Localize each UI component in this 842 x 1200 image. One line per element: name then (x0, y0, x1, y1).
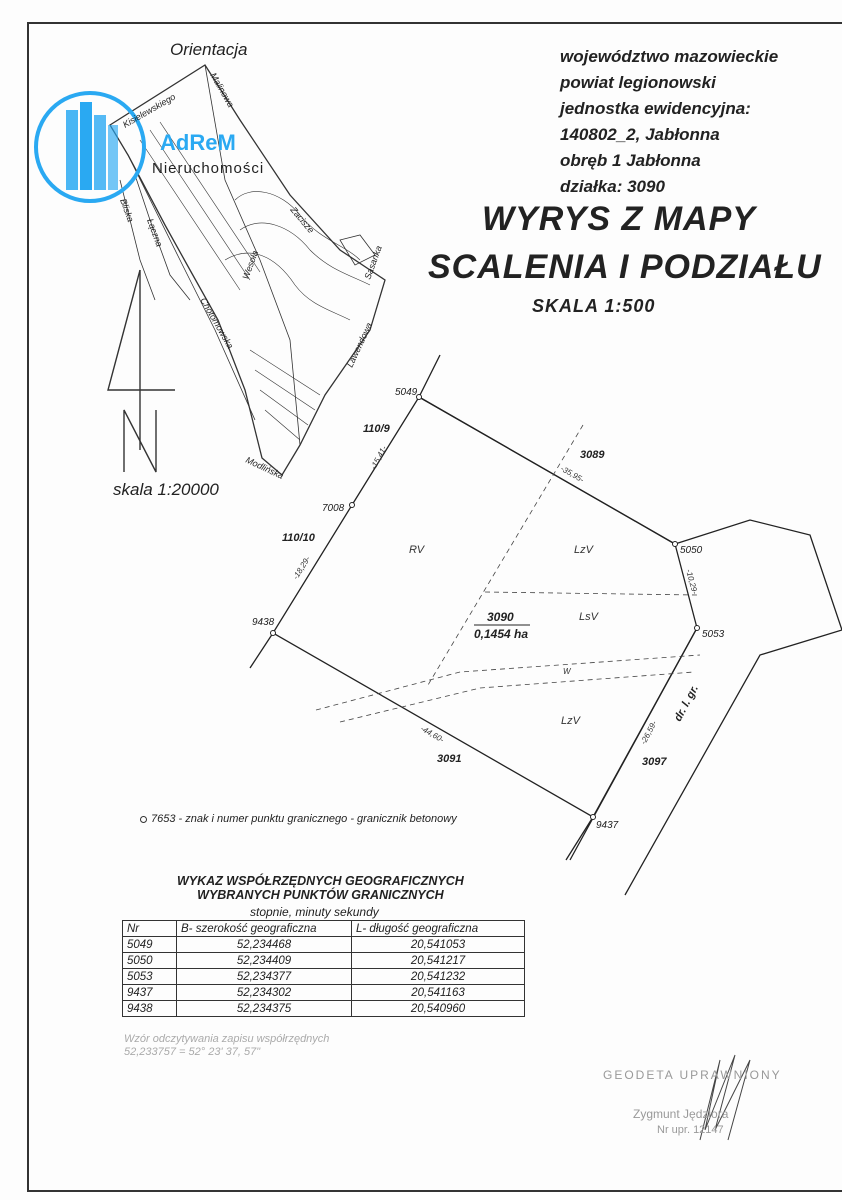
cell-longitude: 20,541053 (352, 937, 525, 953)
cell-latitude: 52,234409 (177, 953, 352, 969)
neighbour-line-west (250, 633, 273, 668)
stamp-title: GEODETA UPRAWNIONY (603, 1068, 782, 1082)
table-row (123, 953, 525, 969)
faint-note-line1: Wzór odczytywania zapisu współrzędnych (124, 1033, 330, 1045)
cell-point: 9438 (123, 1001, 177, 1017)
boundary-3089 (419, 397, 675, 544)
cell-point: 5050 (123, 953, 177, 969)
north-arrow-icon (108, 270, 175, 472)
neighbour-3097: 3097 (642, 756, 667, 768)
use-lzv-1: LzV (574, 544, 593, 556)
use-lsv: LsV (579, 611, 598, 623)
table-row (123, 1001, 525, 1017)
cell-point: 5049 (123, 937, 177, 953)
plot-area: 0,1454 ha (474, 627, 529, 641)
cell-latitude: 52,234375 (177, 1001, 352, 1017)
cell-latitude: 52,234302 (177, 985, 352, 1001)
document-header (560, 44, 778, 200)
column-header: B- szerokość geograficzna (177, 921, 352, 937)
coordinates-title-line1: WYKAZ WSPÓŁRZĘDNYCH GEOGRAFICZNYCH (177, 874, 464, 888)
distance-5049-7008: -15,41- (368, 444, 389, 471)
header-county: powiat legionowski (560, 73, 716, 92)
street-kisielewskiego: Kisielewskiego (121, 91, 178, 130)
table-row (123, 937, 525, 953)
street-laczna: Łączna (145, 217, 165, 248)
logo-subtitle: Nieruchomości (152, 160, 265, 177)
neighbour-3089: 3089 (580, 449, 605, 461)
point-label-5053: 5053 (702, 629, 725, 640)
cell-latitude: 52,234377 (177, 969, 352, 985)
point-label-5050: 5050 (680, 545, 703, 556)
watercourse-line-2 (340, 672, 694, 722)
point-label-5049: 5049 (395, 387, 418, 398)
point-label-9437: 9437 (596, 820, 619, 831)
neighbour-110-10: 110/10 (282, 532, 315, 544)
distance-5049-5050: -35,95- (559, 463, 586, 485)
street-bliska: Bliska (118, 197, 136, 224)
point-9438 (271, 631, 276, 636)
table-row (123, 969, 525, 985)
cell-longitude: 20,541232 (352, 969, 525, 985)
header-unit-label: jednostka ewidencyjna: (560, 99, 751, 118)
distance-9438-9437: -44,60- (419, 723, 446, 745)
point-5053 (695, 626, 700, 631)
road-boundary-inner (570, 628, 697, 860)
street-wesola: Wesoła (240, 249, 261, 281)
coordinates-table (122, 920, 525, 1017)
street-lawendowa: Lawendowa (344, 321, 375, 369)
neighbour-3091: 3091 (437, 753, 462, 765)
street-sasanka: Sasanka (362, 244, 384, 281)
boundary-point-icon (140, 816, 147, 823)
point-label-7008: 7008 (322, 503, 345, 514)
neighbour-line-south (566, 817, 593, 860)
cell-longitude: 20,540960 (352, 1001, 525, 1017)
cell-point: 9437 (123, 985, 177, 1001)
header-unit: 140802_2, Jabłonna (560, 125, 720, 144)
point-5049 (417, 395, 422, 400)
cell-point: 5053 (123, 969, 177, 985)
page-title-line1: WYRYS Z MAPY (482, 200, 756, 238)
use-lzv-2: LzV (561, 715, 580, 727)
building-logo-icon (36, 93, 144, 201)
cell-longitude: 20,541163 (352, 985, 525, 1001)
usage-line-2 (485, 592, 697, 595)
use-rv: RV (409, 544, 425, 556)
point-label-9438: 9438 (252, 617, 275, 628)
table-header-row (123, 921, 525, 937)
usage-line-1 (428, 425, 583, 685)
faint-note-line2: 52,233757 = 52° 23' 37, 57" (124, 1046, 261, 1058)
coordinates-title (177, 874, 464, 902)
page-title-line2: SCALENIA I PODZIAŁU (428, 248, 822, 286)
stamp-name: Zygmunt Jędziora (633, 1107, 729, 1121)
orientation-scale: skala 1:20000 (113, 480, 219, 499)
parcel-boundary (273, 397, 700, 817)
watercourse-label: W (563, 667, 571, 676)
distance-5050-5053: -10,29- (684, 568, 700, 596)
street-malinowa: Malinowa (208, 71, 236, 109)
column-header: L- długość geograficzna (352, 921, 525, 937)
point-9437 (591, 815, 596, 820)
neighbour-110-9: 110/9 (363, 423, 390, 435)
header-voivodeship: województwo mazowieckie (560, 47, 779, 66)
point-7008 (350, 503, 355, 508)
header-plot: działka: 3090 (560, 177, 665, 196)
cell-longitude: 20,541217 (352, 953, 525, 969)
distance-5053-9437: -26,59- (638, 719, 659, 746)
legend-text: 7653 - znak i numer punktu granicznego - granicznik betonowy (151, 813, 457, 825)
street-chotomowska: Chotomowska (198, 296, 236, 351)
logo-name: AdReM (160, 130, 236, 155)
table-row (123, 985, 525, 1001)
coordinates-subtitle: stopnie, minuty sekundy (250, 905, 379, 919)
cell-latitude: 52,234468 (177, 937, 352, 953)
neighbour-line-north (419, 355, 440, 397)
road-label: dr. l. gr. (672, 683, 702, 724)
coordinates-title-line2: WYBRANYCH PUNKTÓW GRANICZNYCH (197, 888, 444, 902)
legend (140, 813, 457, 825)
street-modlinska: Modlińska (244, 454, 286, 481)
street-zacisze: Zacisze (288, 204, 317, 236)
orientation-label: Orientacja (170, 40, 248, 59)
distance-7008-9438: -18,29- (291, 554, 313, 582)
road-boundary-east (625, 520, 842, 895)
point-5050 (673, 542, 678, 547)
map-scale: SKALA 1:500 (532, 296, 656, 316)
stamp-licence: Nr upr. 12147 (657, 1124, 724, 1136)
watercourse-line-1 (316, 655, 700, 710)
column-header: Nr (123, 921, 177, 937)
header-precinct: obręb 1 Jabłonna (560, 151, 701, 170)
plot-number: 3090 (487, 610, 514, 624)
